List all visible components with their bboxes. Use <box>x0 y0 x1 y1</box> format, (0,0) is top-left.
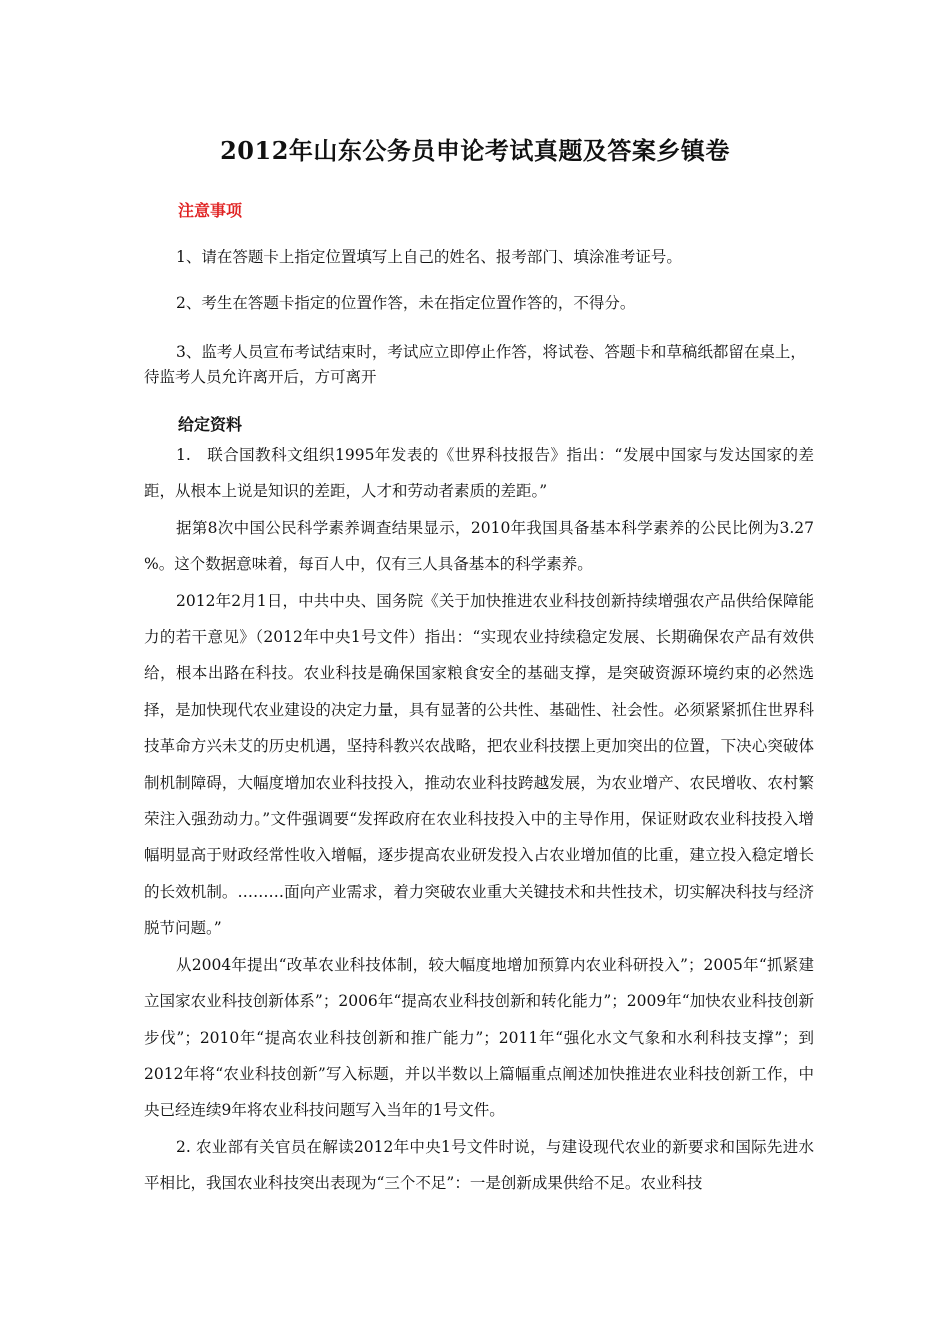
paragraph: 从2004年提出“改革农业科技体制，较大幅度地增加预算内农业科研投入”；2005年“抓紧建立国家农业科技创新体系”；2006年“提高农业科技创新和转化能力”；2009年“加快农业科技创新步伐”；2010年“提高农业科技创新和推广能力”；2011年“强化水文气象和水利科技支撑”；到2012年将“农业科技创新”写入标题，并以半数以上篇幅重点阐述加快推进农业科技创新工作，中央已经连续9年将农业科技问题写入当年的1号文件。 <box>144 955 814 1120</box>
paragraph: 据第8次中国公民科学素养调查结果显示，2010年我国具备基本科学素养的公民比例为3.27 %。这个数据意味着，每百人中，仅有三人具备基本的科学素养。 <box>144 518 814 574</box>
paragraph: 2. 农业部有关官员在解读2012年中央1号文件时说，与建设现代农业的新要求和国际先进水平相比，我国农业科技突出表现为“三个不足”：一是创新成果供给不足。农业科技 <box>144 1137 814 1193</box>
document-title: 2012年山东公务员申论考试真题及答案乡镇卷 <box>220 136 730 165</box>
notice-item: 3、监考人员宣布考试结束时，考试应立即停止作答，将试卷、答题卡和草稿纸都留在桌上，待监考人员允许离开后，方可离开 <box>144 343 806 386</box>
given-materials-heading: 给定资料 <box>178 415 243 434</box>
given-materials-body <box>144 437 814 1202</box>
notice-heading: 注意事项 <box>178 201 243 220</box>
notice-item: 1、请在答题卡上指定位置填写上自己的姓名、报考部门、填涂准考证号。 <box>176 248 682 266</box>
paragraph: 2012年2月1日，中共中央、国务院《关于加快推进农业科技创新持续增强农产品供给保障能力的若干意见》（2012年中央1号文件）指出：“实现农业持续稳定发展、长期确保农产品有效供给，根本出路在科技。农业科技是确保国家粮食安全的基础支撑，是突破资源环境约束的必然选择，是加快现代农业建设的决定力量，具有显著的公共性、基础性、社会性。必须紧紧抓住世界科技革命方兴未艾的历史机遇，坚持科教兴农战略，把农业科技摆上更加突出的位置，下决心突破体制机制障碍，大幅度增加农业科技投入，推动农业科技跨越发展，为农业增产、农民增收、农村繁荣注入强劲动力。”文件强调要“发挥政府在农业科技投入中的主导作用，保证财政农业科技投入增幅明显高于财政经常性收入增幅，逐步提高农业研发投入占农业增加值的比重，建立投入稳定增长的长效机制。………面向产业需求，着力突破农业重大关键技术和共性技术，切实解决科技与经济脱节问题。” <box>144 591 814 938</box>
notice-item: 2、考生在答题卡指定的位置作答，未在指定位置作答的，不得分。 <box>176 294 636 312</box>
paragraph: 1. 联合国教科文组织1995年发表的《世界科技报告》指出：“发展中国家与发达国家的差距，从根本上说是知识的差距，人才和劳动者素质的差距。” <box>144 446 814 501</box>
